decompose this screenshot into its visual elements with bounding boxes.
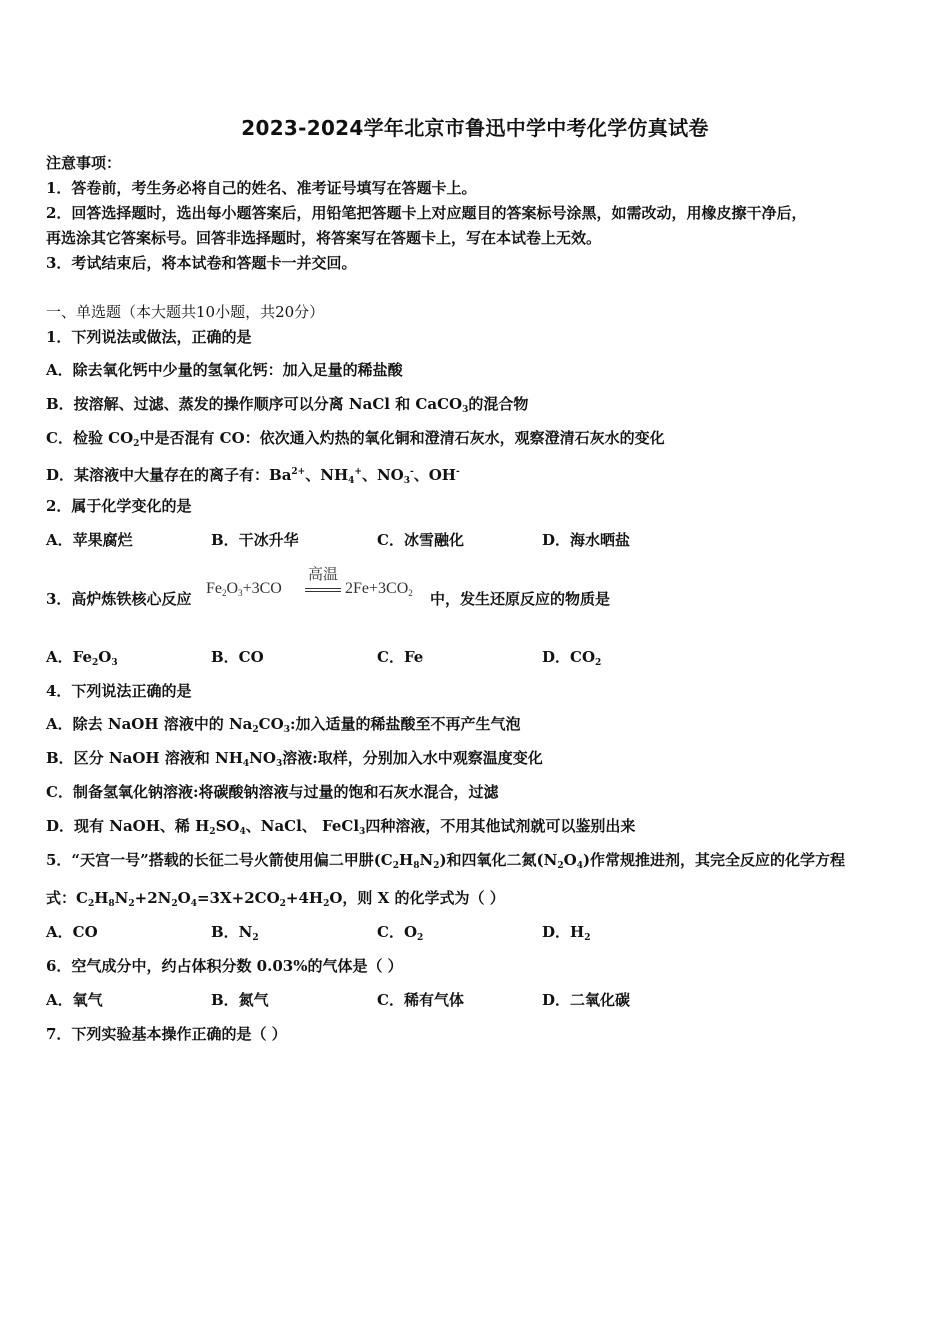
q3-option-a: A．$Fe_2O_3$	[46, 648, 118, 668]
q6-option-b: B．氮气	[211, 991, 269, 1009]
q6-stem: 6．空气成分中，约占体积分数 0.03%的气体是（ ）	[46, 957, 403, 975]
q1-option-a: A．除去氧化钙中少量的氢氧化钙：加入足量的稀盐酸	[46, 361, 403, 379]
q1-option-c: C．检验 $CO_2$中是否混有 CO：依次通入灼热的氧化铜和澄清石灰水，观察澄清石灰水的变化	[46, 429, 665, 449]
q2-option-c: C．冰雪融化	[377, 531, 464, 549]
q5-stem-line1: 5．“天宫一号”搭载的长征二号火箭使用偏二甲肼$(C_2H_8N_2)$和四氧化二氮$(N_2O_4)$作常规推进剂，其完全反应的化学方程	[46, 851, 846, 871]
q2-option-d: D．海水晒盐	[542, 531, 631, 549]
q3-option-d: D．$CO_2$	[542, 648, 602, 668]
notice-item-2: 2．回答选择题时，选出每小题答案后，用铅笔把答题卡上对应题目的答案标号涂黑，如需改动，用橡皮擦干净后，	[46, 204, 807, 222]
q3-stem-pre: 3．高炉炼铁核心反应	[46, 590, 192, 608]
q2-option-a: A．苹果腐烂	[46, 531, 133, 549]
q7-stem: 7．下列实验基本操作正确的是（ ）	[46, 1025, 287, 1043]
q3-option-b: B．CO	[211, 648, 264, 666]
exam-title: 2023-2024学年北京市鲁迅中学中考化学仿真试卷	[241, 116, 709, 140]
q4-option-b: B．区分 NaOH 溶液和 $NH_4NO_3$溶液:取样，分别加入水中观察温度变化	[46, 749, 543, 769]
q1-option-b: B．按溶解、过滤、蒸发的操作顺序可以分离 NaCl 和 CaCO$_3$的混合物	[46, 395, 529, 415]
q1-option-d: D．某溶液中大量存在的离子有：$Ba^{2+}$、$NH_4^+$、$NO_3^-$、OH-	[46, 466, 460, 486]
q3-option-c: C．Fe	[377, 648, 424, 666]
notice-heading: 注意事项：	[46, 154, 122, 172]
q6-option-d: D．二氧化碳	[542, 991, 631, 1009]
notice-item-2-cont: 再选涂其它答案标号。回答非选择题时，将答案写在答题卡上，写在本试卷上无效。	[46, 229, 602, 247]
q5-option-a: A．CO	[46, 923, 98, 941]
notice-item-3: 3．考试结束后，将本试卷和答题卡一并交回。	[46, 254, 357, 272]
q5-option-b: B．$N_2$	[211, 923, 259, 943]
q5-option-d: D．$H_2$	[542, 923, 591, 943]
equation-reactants: $Fe_2O_3+3CO$	[206, 580, 282, 598]
q4-option-d: D．现有 NaOH、稀 $H_2SO_4$、NaCl、 FeCl$_3$四种溶液，不用其他试剂就可以鉴别出来	[46, 817, 636, 837]
q5-stem-line2: 式：$C_2H_8N_2+2N_2O_4=3X+2CO_2+4H_2O$，则 X 的化学式为（ ）	[46, 889, 505, 909]
q2-stem: 2．属于化学变化的是	[46, 497, 192, 515]
q4-stem: 4．下列说法正确的是	[46, 682, 192, 700]
section-heading: 一、单选题（本大题共10小题，共20分）	[46, 303, 325, 321]
equation-products: $2Fe+3CO_2$	[345, 580, 413, 598]
q6-option-c: C．稀有气体	[377, 991, 464, 1009]
q1-stem: 1．下列说法或做法，正确的是	[46, 328, 252, 346]
q5-option-c: C．$O_2$	[377, 923, 424, 943]
q3-stem-post: 中，发生还原反应的物质是	[430, 590, 611, 608]
q4-option-a: A．除去 NaOH 溶液中的 $Na_2CO_3$:加入适量的稀盐酸至不再产生气泡	[46, 715, 521, 735]
reaction-condition: 高温	[307, 567, 338, 583]
q2-option-b: B．干冰升华	[211, 531, 299, 549]
double-bar	[305, 588, 341, 592]
q6-option-a: A．氧气	[46, 991, 103, 1009]
equation-arrow	[305, 566, 341, 592]
q4-option-c: C．制备氢氧化钠溶液:将碳酸钠溶液与过量的饱和石灰水混合，过滤	[46, 783, 499, 801]
notice-item-1: 1．答卷前，考生务必将自己的姓名、准考证号填写在答题卡上。	[46, 179, 477, 197]
